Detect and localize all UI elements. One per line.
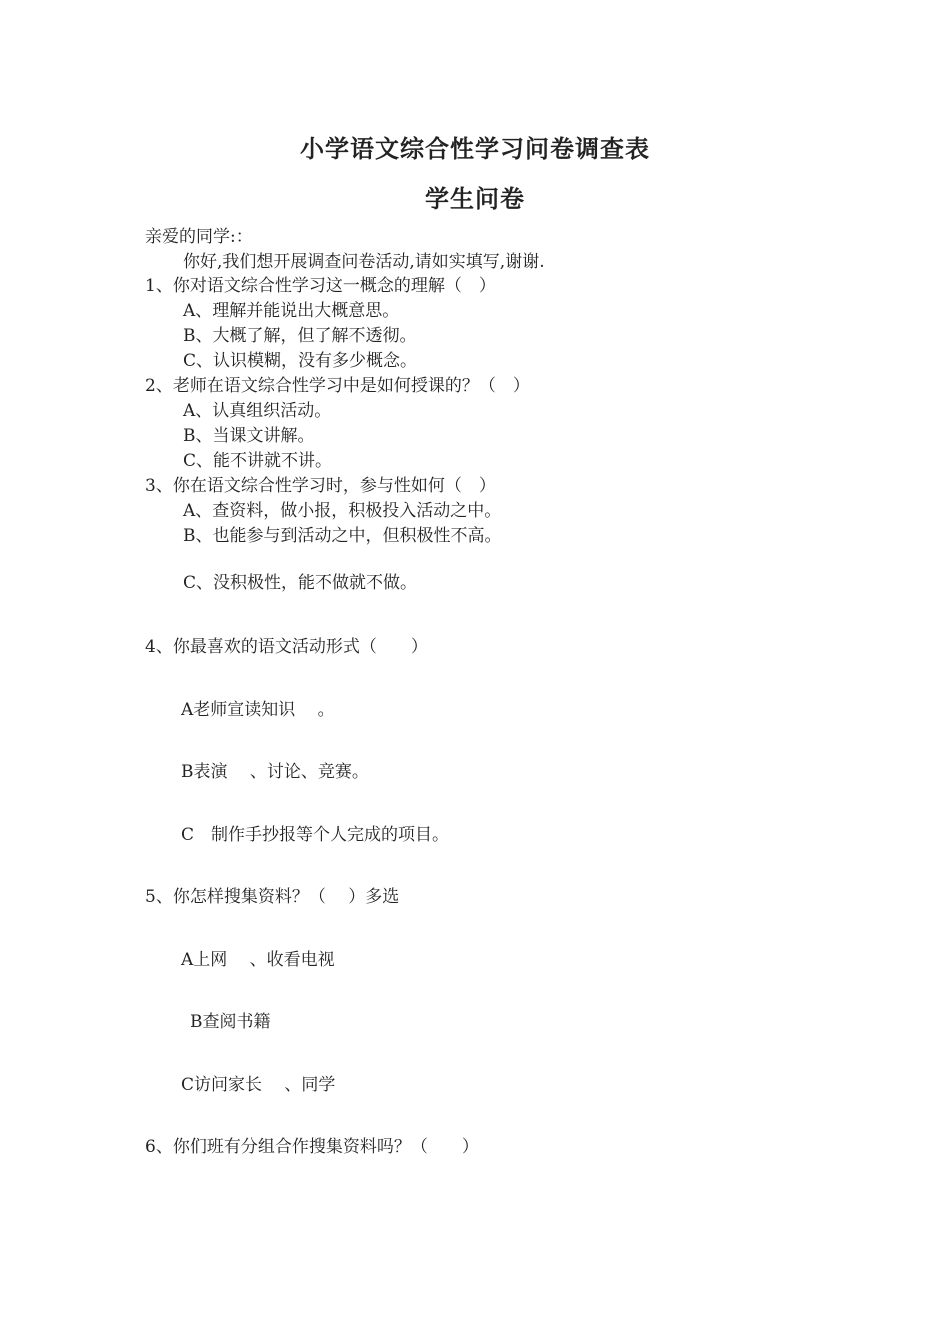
- greeting-text: 亲爱的同学:：: [145, 227, 253, 247]
- question-2-option-a: A、认真组织活动。: [183, 401, 332, 421]
- intro-text: 你好,我们想开展调查问卷活动,请如实填写,谢谢.: [183, 252, 545, 272]
- question-3-option-c: C、没积极性，能不做就不做。: [183, 573, 418, 593]
- question-5-option-c: C访问家长 、同学: [181, 1075, 336, 1095]
- question-2-option-b: B、当课文讲解。: [183, 426, 315, 446]
- question-1-option-a: A、理解并能说出大概意思。: [183, 301, 400, 321]
- question-5-option-a: A上网 、收看电视: [181, 950, 335, 970]
- question-2: 2、老师在语文综合性学习中是如何授课的？（ ）: [145, 376, 530, 396]
- question-5: 5、你怎样搜集资料？（ ）多选: [145, 887, 400, 907]
- question-6: 6、你们班有分组合作搜集资料吗？（ ）: [145, 1137, 479, 1157]
- document-subtitle: 学生问卷: [425, 184, 525, 213]
- question-4: 4、你最喜欢的语文活动形式（ ）: [145, 637, 428, 657]
- question-4-option-b: B表演 、讨论、竞赛。: [181, 762, 369, 782]
- question-4-option-a: A老师宣读知识 。: [181, 700, 335, 720]
- document-title: 小学语文综合性学习问卷调查表: [300, 134, 650, 163]
- question-1-option-b: B、大概了解，但了解不透彻。: [183, 326, 417, 346]
- question-3-option-b: B、也能参与到活动之中，但积极性不高。: [183, 526, 502, 546]
- question-5-option-b: B查阅书籍: [190, 1012, 271, 1032]
- question-4-option-c: C 制作手抄报等个人完成的项目。: [181, 825, 450, 845]
- question-1-option-c: C、认识模糊，没有多少概念。: [183, 351, 418, 371]
- question-3-option-a: A、查资料，做小报，积极投入活动之中。: [183, 501, 502, 521]
- question-1: 1、你对语文综合性学习这一概念的理解（ ）: [145, 276, 496, 296]
- question-2-option-c: C、能不讲就不讲。: [183, 451, 333, 471]
- question-3: 3、你在语文综合性学习时，参与性如何（ ）: [145, 476, 496, 496]
